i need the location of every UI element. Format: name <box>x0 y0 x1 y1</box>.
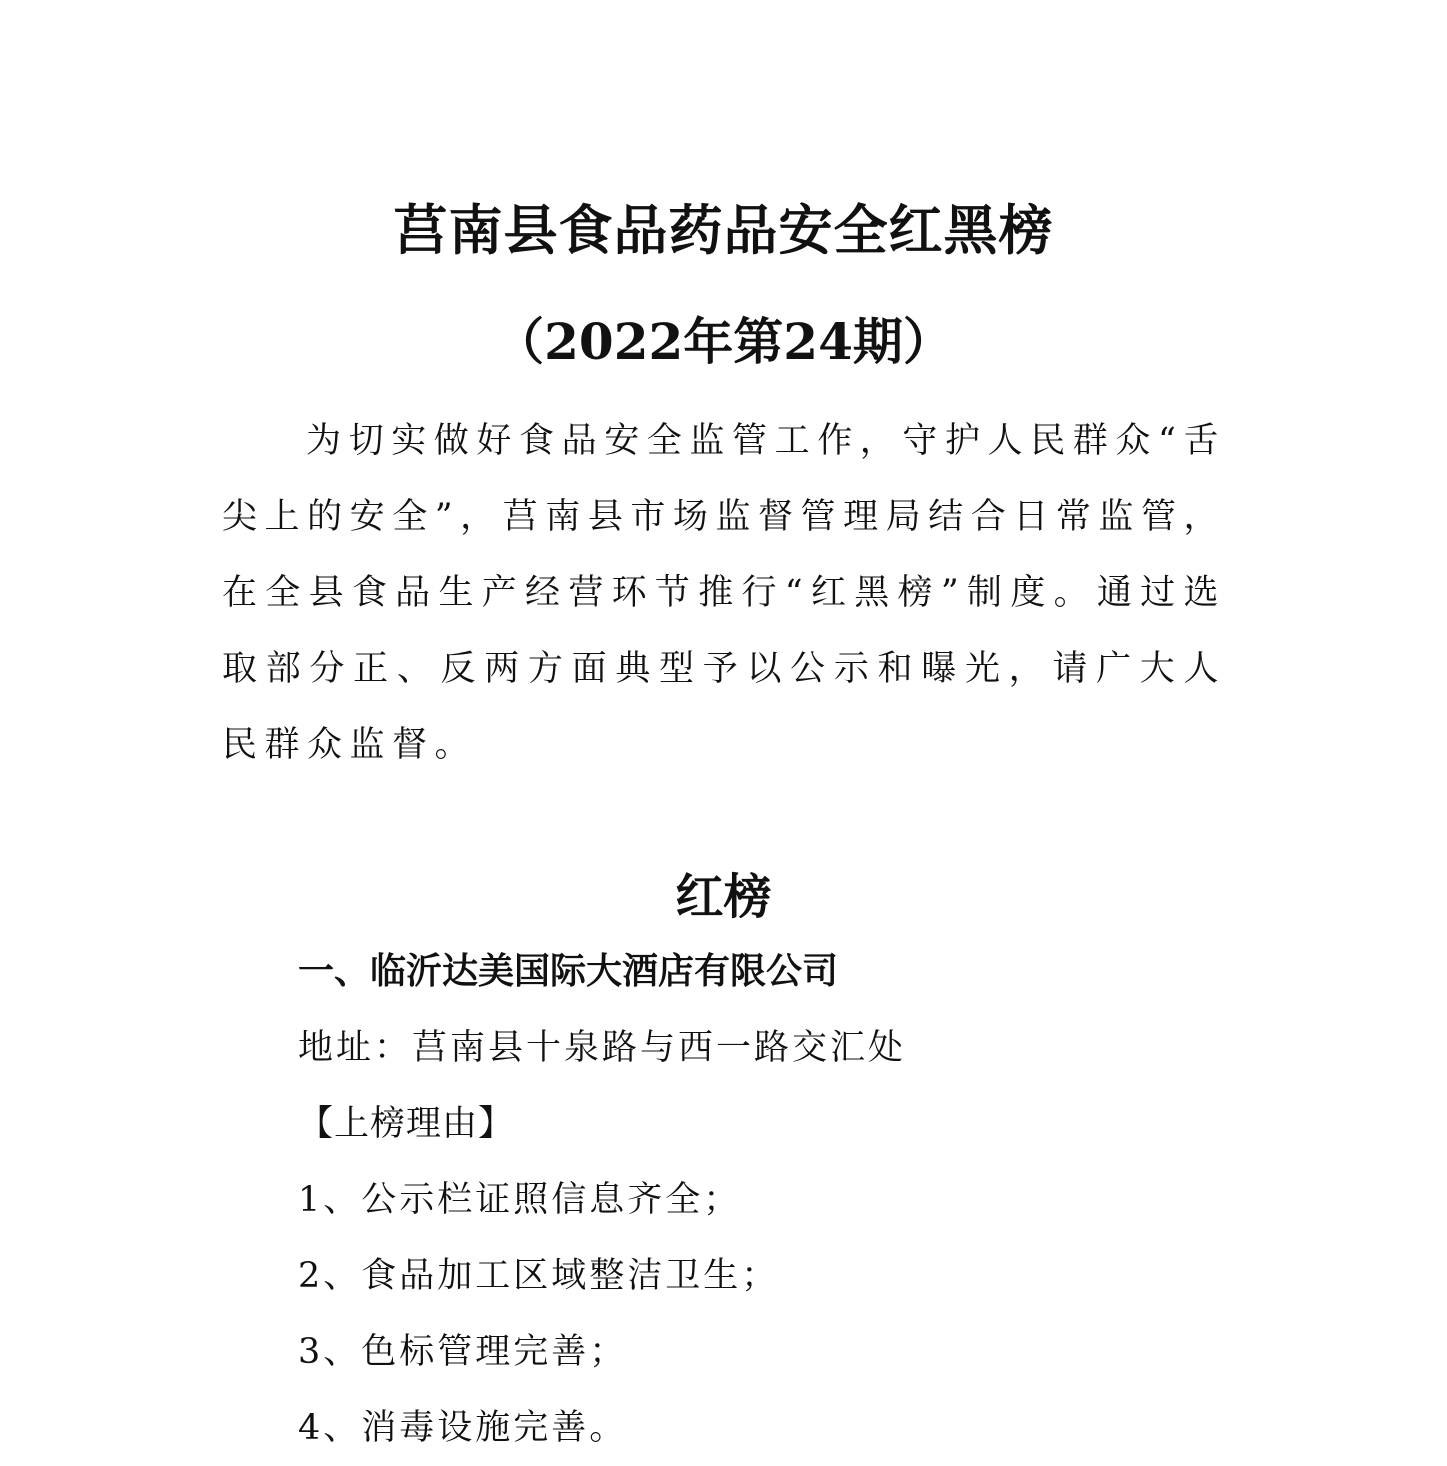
entry-reason-item: 3、色标管理完善； <box>298 1332 628 1372</box>
entry-company-name: 一、临沂达美国际大酒店有限公司 <box>298 951 839 992</box>
entry-reason-item: 4、消毒设施完善。 <box>298 1408 628 1448</box>
red-list-entry <box>298 934 1298 1466</box>
entry-address: 地址：莒南县十泉路与西一路交汇处 <box>298 1028 907 1068</box>
intro-paragraph: 为切实做好食品安全监管工作，守护人民群众“舌尖上的安全”，莒南县市场监督管理局结合日常监管，在全县食品生产经营环节推行“红黑榜”制度。通过选取部分正、反两方面典型予以公示和曝光，请广大人民群众监督。 <box>222 421 1226 765</box>
red-list-heading: 红榜 <box>675 869 772 925</box>
entry-reason-label: 【上榜理由】 <box>298 1104 515 1144</box>
entry-reason-item: 1、公示栏证照信息齐全； <box>298 1180 742 1220</box>
entry-reason-item: 2、食品加工区域整洁卫生； <box>298 1256 780 1296</box>
issue-number: （2022年第24期） <box>494 312 953 371</box>
document-title: 莒南县食品药品安全红黑榜 <box>393 198 1054 262</box>
